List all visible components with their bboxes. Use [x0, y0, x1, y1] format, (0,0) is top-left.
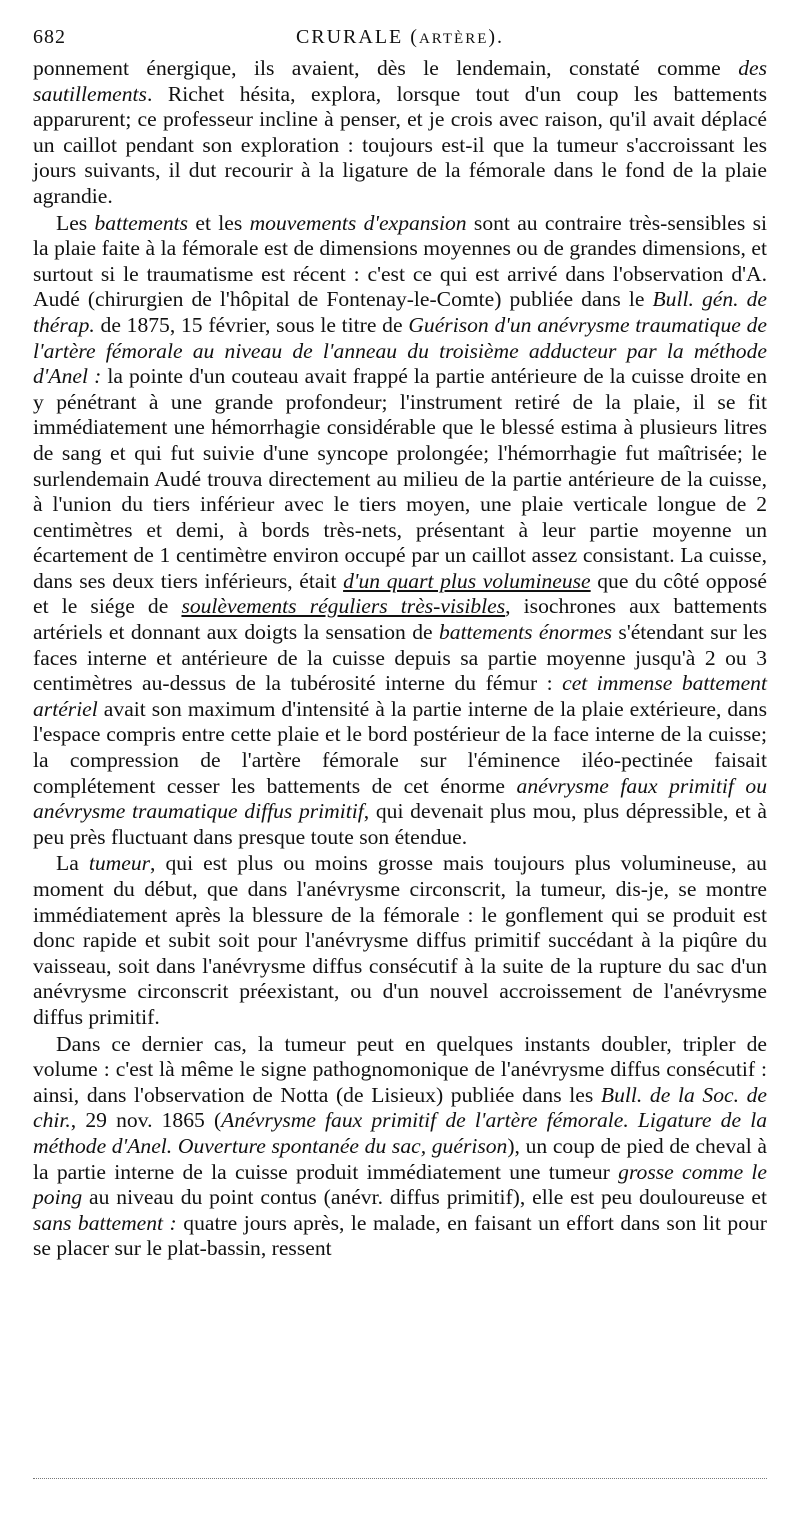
emphasis: Bull. de la Soc. de chir. — [33, 1082, 767, 1133]
emphasis: cet immense battement artériel — [33, 671, 767, 721]
emphasis: sans battement : — [33, 1210, 177, 1235]
emphasis: Bull. gén. de thérap. — [33, 287, 767, 337]
text-run: La — [56, 851, 89, 876]
emphasis: Guérison d'un anévrysme traumatique de l'artère fémorale au niveau de l'anneau du troisième adducteur par la méthode d'Anel : — [33, 312, 767, 389]
text-run: ), un coup de pied de cheval à la partie interne de la cuisse produit immédiatement une tumeur — [33, 1133, 767, 1184]
emphasis: mouvements d'expansion — [249, 210, 467, 235]
text-run: avait son maximum d'intensité à la partie interne de la plaie extérieure, dans l'espace compris entre cette plaie et le bord postérieur de la face interne de la cuisse; la compression de l'artère fémorale sur l'éminence iléo-pectinée faisait complétement cesser les battements de cet énorme — [33, 696, 767, 798]
running-title-main: CRURALE ( — [295, 26, 419, 48]
text-run: la pointe d'un couteau avait frappé la partie antérieure de la cuisse droite en y pénétrant à une grande profondeur; l'instrument retiré de la plaie, il se fit immédiatement une hémorrhagie considérable que le blessé estima à plusieurs litres de sang et qui fut suivie d'une syncope prolongée; l'hémorrhagie fut maîtrisée; le surlendemain Audé trouva directement au milieu de la partie antérieure de la cuisse, à l'union du tiers inférieur avec le tiers moyen, une plaie verticale longue de 2 centimètres et demi, à bords très-nets, présentant à leur partie moyenne un écartement de 1 centimètre environ occupé par un caillot assez consistant. La cuisse, dans ses deux tiers inférieurs, était — [33, 364, 767, 593]
text-run: de 1875, 15 février, sous le titre de — [94, 312, 409, 337]
text-run: , qui devenait plus mou, plus dépressible, et à peu près fluctuant dans presque toute son étendue. — [33, 799, 767, 849]
footer-dotted-rule — [33, 1478, 767, 1479]
text-run: que du côté opposé et le siége de — [33, 568, 767, 619]
running-title-smallcaps: ARTÈRE — [418, 31, 489, 47]
emphasis: battements — [94, 210, 189, 235]
paragraph — [33, 56, 767, 210]
running-title — [33, 26, 767, 49]
running-title-end: ). — [488, 26, 505, 48]
paragraph — [33, 851, 767, 1030]
paragraph — [33, 1032, 767, 1262]
text-run: sont au contraire très-sensibles si la plaie faite à la fémorale est de dimensions moyennes ou de grandes dimensions, et surtout si le traumatisme est récent : c'est ce qui est arrivé dans l'observation d'A. Audé (chirurgien de l'hôpital de Fontenay-le-Comte) publiée dans le — [33, 210, 768, 312]
text-run: Dans ce dernier cas, la tumeur peut en quelques instants doubler, tripler de volume : c'est là même le signe pathognomonique de l'anévrysme diffus consécutif : ainsi, dans l'observation de Notta (de Lisieux) publiée dans les — [33, 1031, 767, 1107]
emphasis-underlined: d'un quart plus volumineuse — [343, 568, 591, 593]
emphasis: des sautillements — [33, 56, 767, 106]
text-run: et les — [188, 210, 250, 235]
emphasis: anévrysme faux primitif ou anévrysme traumatique diffus primitif — [33, 773, 767, 824]
document-page — [33, 26, 767, 1262]
emphasis: grosse comme le poing — [33, 1159, 767, 1210]
text-run: quatre jours après, le malade, en faisant un effort dans son lit pour se placer sur le plat-bassin, ressent — [33, 1210, 767, 1261]
text-run: , isochrones aux battements artériels et donnant aux doigts la sensation de — [33, 594, 768, 645]
paragraph — [33, 211, 767, 851]
emphasis: Anévrysme faux primitif de l'artère fémorale. Ligature de la méthode d'Anel. Ouverture spontanée du sac, guérison — [33, 1108, 767, 1158]
text-run: Les — [56, 210, 95, 235]
page-number: 682 — [33, 26, 66, 48]
text-run: . Richet hésita, explora, lorsque tout d'un coup les battements apparurent; ce professeur incline à penser, et je crois avec raison, qu'il avait déplacé un caillot pendant son exploration : toujours est-il que la tumeur s'accroissant les jours suivants, il dut recourir à la ligature de la fémorale dans le fond de la plaie agrandie. — [33, 81, 767, 208]
emphasis-underlined: soulèvements réguliers très-visibles — [181, 594, 506, 619]
running-header — [33, 26, 767, 56]
text-run: au niveau du point contus (anévr. diffus primitif), elle est peu douloureuse et — [82, 1185, 767, 1210]
text-run: , qui est plus ou moins grosse mais toujours plus volumineuse, au moment du début, que dans l'anévrysme circonscrit, la tumeur, dis-je, se montre immédiatement après la blessure de la fémorale : le gonflement qui se produit est donc rapide et subit soit pour l'anévrysme diffus primitif succédant à la piqûre du vaisseau, soit dans l'anévrysme diffus consécutif à la suite de la rupture du sac d'un anévrysme circonscrit préexistant, ou d'un nouvel accroissement de l'anévrysme diffus primitif. — [33, 851, 767, 1029]
body-text — [33, 56, 767, 1262]
emphasis: battements énormes — [438, 620, 613, 645]
text-run: ponnement énergique, ils avaient, dès le lendemain, constaté comme — [33, 56, 739, 80]
text-run: , 29 nov. 1865 ( — [70, 1108, 222, 1133]
emphasis: tumeur — [88, 851, 151, 876]
text-run: s'étendant sur les faces interne et antérieure de la cuisse depuis sa partie moyenne jusqu'à 2 ou 3 centimètres au-dessus de la tubérosité interne du fémur : — [33, 620, 767, 696]
